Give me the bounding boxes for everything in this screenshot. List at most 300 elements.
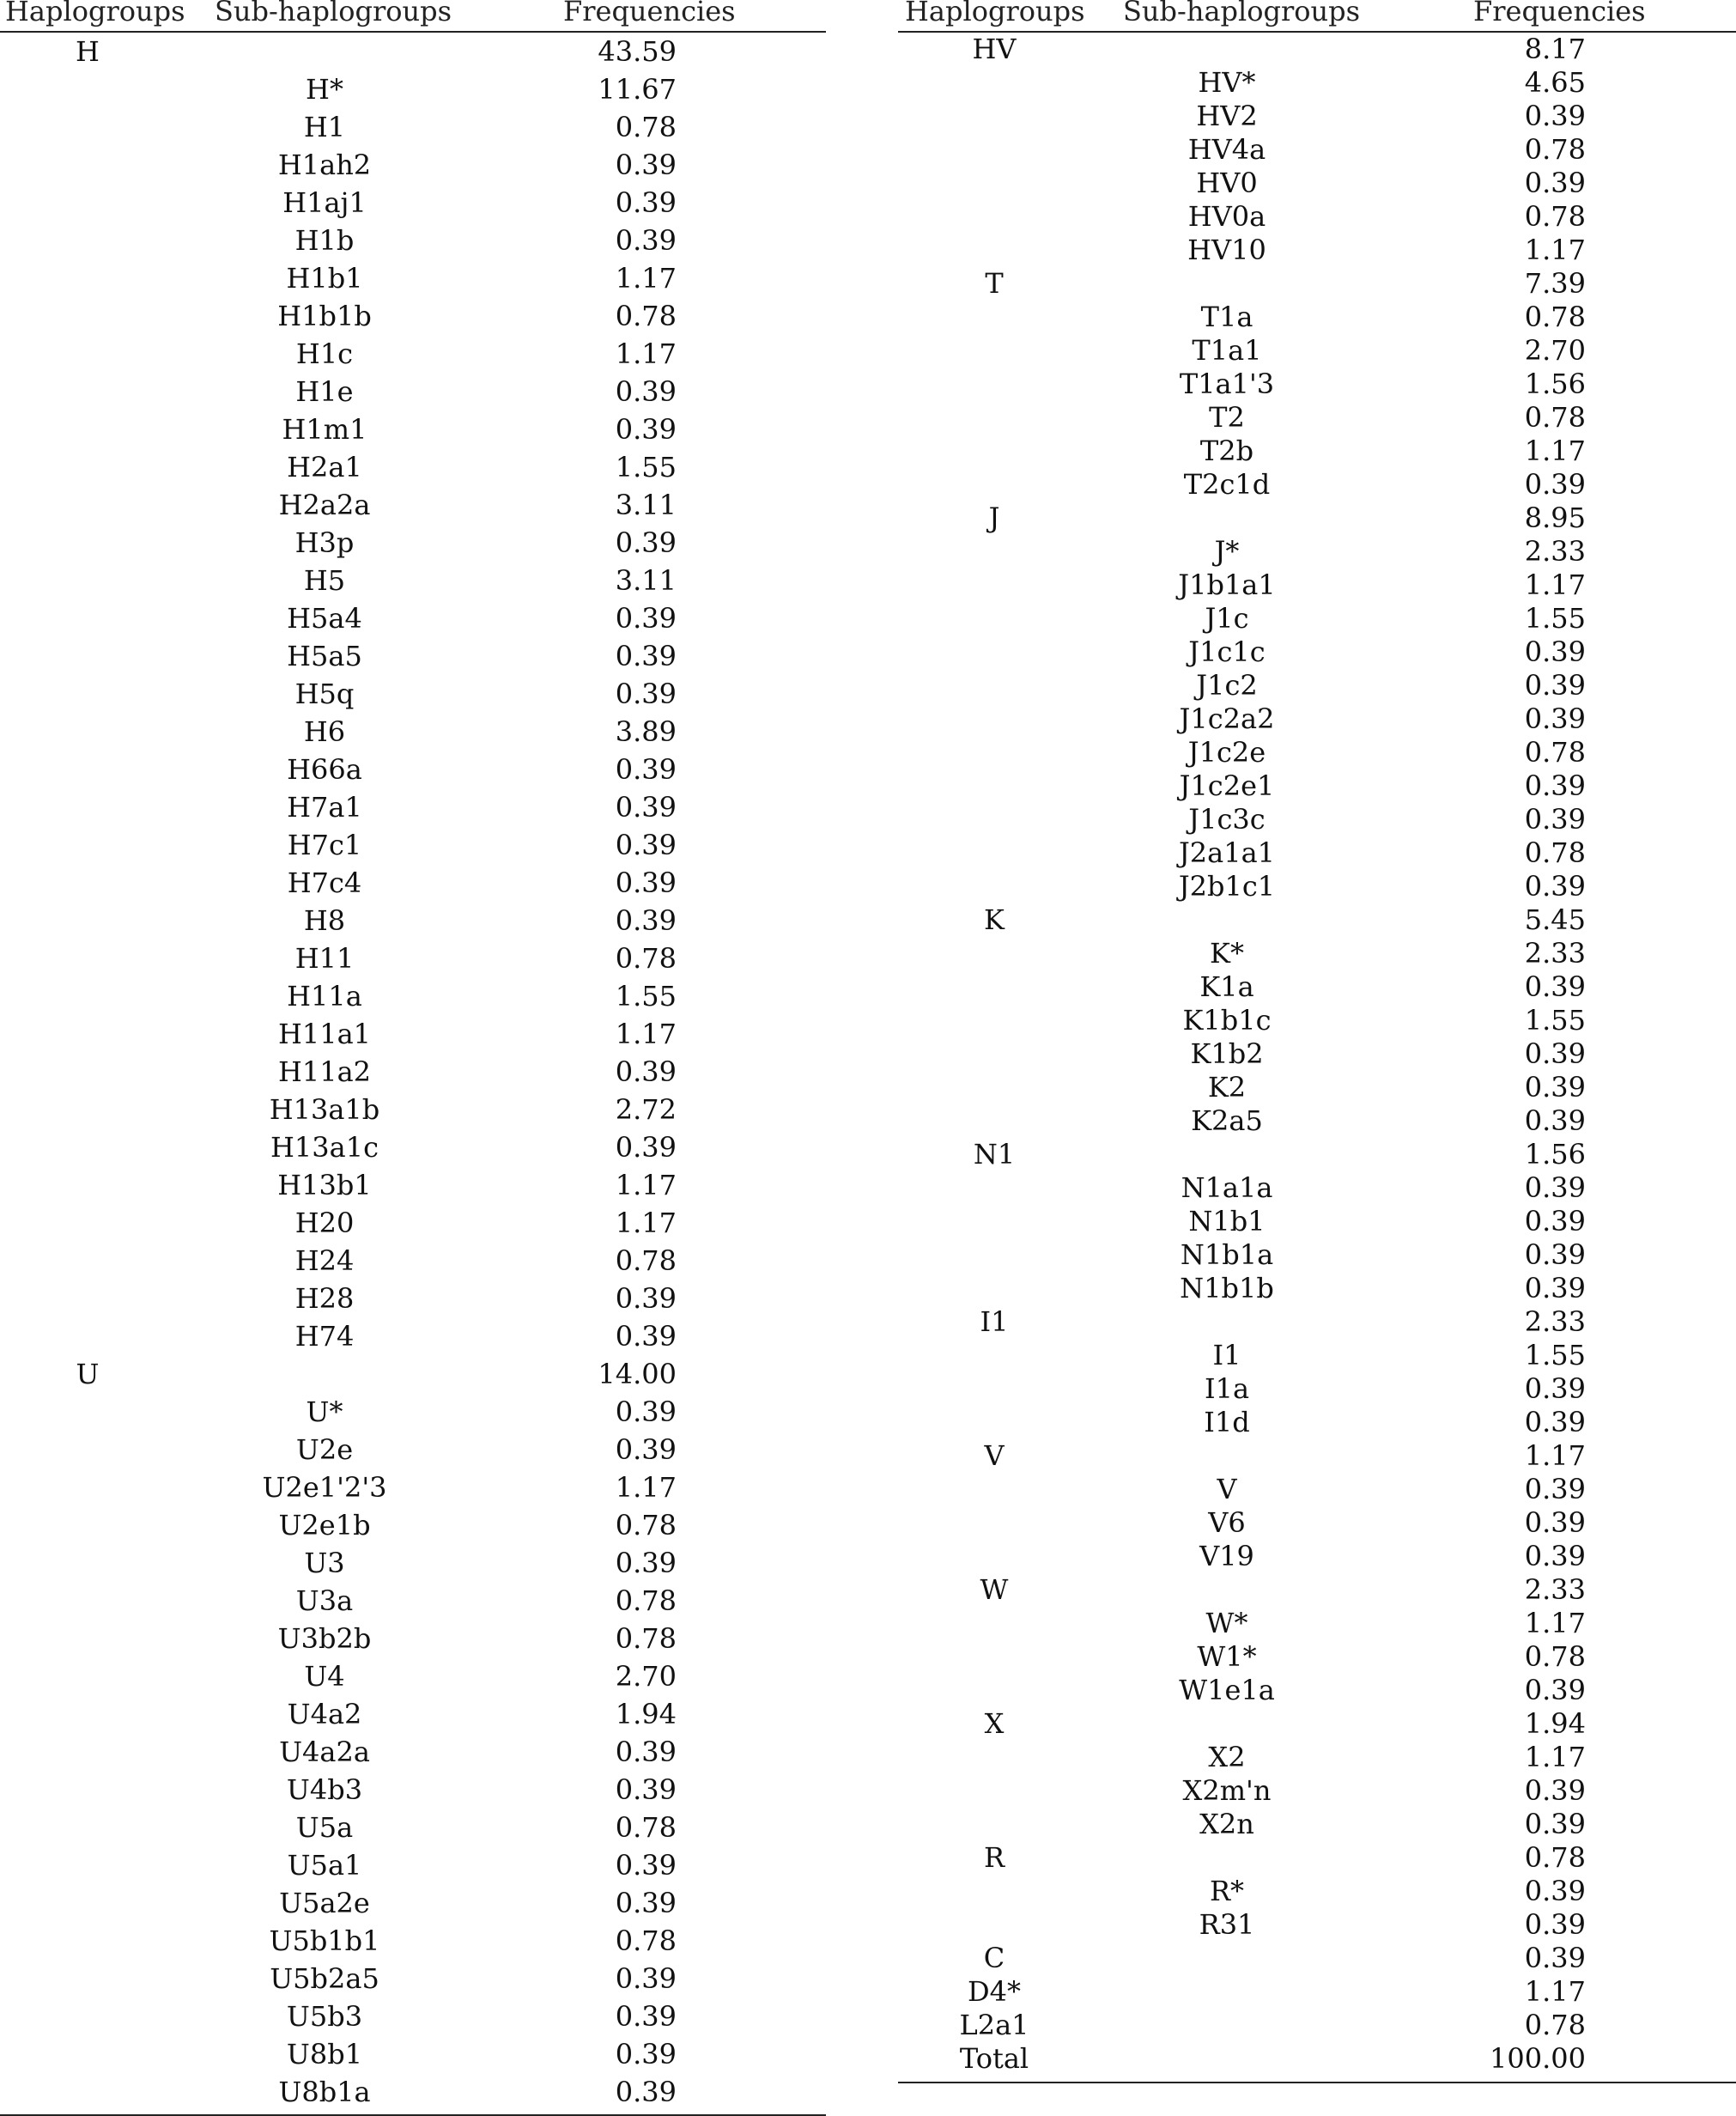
frequency-cell: 0.39 [615, 791, 677, 824]
sub-haplogroup-cell: H13b1 [277, 1169, 372, 1201]
sub-haplogroup-cell: U5b2a5 [270, 1962, 379, 1995]
table-row [0, 1242, 826, 1280]
sub-haplogroup-cell: K1b2 [1190, 1037, 1264, 1070]
sub-haplogroup-cell: X2n [1199, 1808, 1254, 1840]
frequency-cell: 0.78 [1524, 836, 1586, 869]
table-row [898, 1908, 1736, 1942]
frequency-cell: 1.17 [1524, 1975, 1586, 2008]
sub-haplogroup-cell: I1 [1212, 1339, 1241, 1371]
sub-haplogroup-cell: X2m'n [1182, 1774, 1272, 1807]
table-row [898, 669, 1736, 702]
table-row [898, 167, 1736, 200]
frequency-cell: 0.39 [615, 753, 677, 786]
frequency-cell: 0.39 [615, 149, 677, 181]
sub-haplogroup-cell: U4a2 [287, 1698, 362, 1730]
haplogroup-cell: W [980, 1573, 1009, 1606]
haplogroup-cell: U [76, 1358, 100, 1390]
frequency-cell: 43.59 [598, 35, 677, 68]
frequency-cell: 0.39 [1524, 769, 1586, 802]
sub-haplogroup-cell: H66a [287, 753, 362, 786]
frequency-cell: 0.78 [1524, 133, 1586, 166]
frequency-cell: 1.56 [1524, 1138, 1586, 1170]
sub-haplogroup-cell: K2 [1207, 1071, 1247, 1104]
table-row [0, 486, 826, 524]
frequency-cell: 0.39 [615, 1282, 677, 1315]
sub-haplogroup-cell: H1b [294, 224, 355, 257]
table-row [898, 1540, 1736, 1573]
frequency-cell: 0.39 [615, 1055, 677, 1088]
frequency-cell: 1.17 [615, 262, 677, 295]
sub-haplogroup-cell: H3p [294, 526, 355, 559]
frequency-cell: 1.55 [615, 451, 677, 483]
table-body [0, 33, 826, 2111]
sub-haplogroup-cell: R* [1209, 1875, 1245, 1907]
table-row [0, 562, 826, 599]
frequency-cell: 0.39 [615, 904, 677, 937]
table-row [898, 1741, 1736, 1774]
frequency-cell: 0.39 [615, 678, 677, 710]
sub-haplogroup-cell: H1 [303, 111, 346, 143]
frequency-cell: 0.78 [615, 1509, 677, 1541]
table-row [0, 524, 826, 562]
table-row [898, 33, 1736, 66]
sub-haplogroup-cell: J1c [1205, 602, 1249, 635]
frequency-cell: 0.78 [1524, 301, 1586, 333]
frequency-cell: 0.39 [615, 640, 677, 672]
frequency-cell: 0.39 [1524, 1205, 1586, 1237]
frequency-cell: 0.78 [1524, 200, 1586, 233]
frequency-cell: 4.65 [1524, 66, 1586, 99]
sub-haplogroup-cell: U2e1b [278, 1509, 371, 1541]
sub-haplogroup-cell: U3 [304, 1547, 345, 1579]
frequency-cell: 0.78 [615, 1584, 677, 1617]
table-row [0, 1544, 826, 1582]
frequency-cell: 0.39 [1524, 1037, 1586, 1070]
header-frequencies: Frequencies [1473, 0, 1646, 27]
sub-haplogroup-cell: R31 [1199, 1908, 1255, 1941]
table-row [898, 1674, 1736, 1707]
table-row [898, 535, 1736, 569]
table-row [0, 146, 826, 184]
frequency-cell: 0.39 [1524, 669, 1586, 702]
table-row [0, 2073, 826, 2111]
sub-haplogroup-cell: I1a [1204, 1372, 1250, 1405]
table-row [0, 826, 826, 864]
sub-haplogroup-cell: H1b1 [286, 262, 363, 295]
frequency-cell: 0.39 [1524, 1506, 1586, 1539]
haplogroup-cell: I1 [980, 1305, 1009, 1338]
sub-haplogroup-cell: N1b1 [1188, 1205, 1266, 1237]
frequency-cell: 0.39 [1524, 635, 1586, 668]
sub-haplogroup-cell: N1a1a [1181, 1171, 1273, 1204]
table-row [898, 903, 1736, 937]
table-row [898, 1305, 1736, 1339]
haplogroup-cell: C [983, 1942, 1005, 1974]
frequency-cell: 0.39 [1524, 1774, 1586, 1807]
table-row [0, 1922, 826, 1960]
frequency-cell: 0.39 [1524, 1372, 1586, 1405]
frequency-cell: 0.78 [615, 300, 677, 332]
table-row [898, 1339, 1736, 1372]
frequency-cell: 2.33 [1524, 937, 1586, 970]
sub-haplogroup-cell: U8b1a [278, 2076, 371, 2108]
sub-haplogroup-cell: U8b1 [286, 2038, 363, 2070]
frequency-cell: 0.39 [615, 224, 677, 257]
frequency-cell: 1.94 [1524, 1707, 1586, 1740]
sub-haplogroup-cell: U5b3 [286, 2000, 363, 2033]
sub-haplogroup-cell: J1c3c [1188, 803, 1266, 836]
sub-haplogroup-cell: J1c2 [1196, 669, 1258, 702]
table-row [0, 1431, 826, 1468]
frequency-cell: 0.39 [615, 526, 677, 559]
sub-haplogroup-cell: K2a5 [1191, 1104, 1263, 1137]
table-row [0, 788, 826, 826]
sub-haplogroup-cell: J1c2e1 [1179, 769, 1275, 802]
sub-haplogroup-cell: H2a2a [278, 489, 371, 521]
sub-haplogroup-cell: H5a4 [287, 602, 362, 635]
frequency-cell: 1.56 [1524, 368, 1586, 400]
table-row [0, 1355, 826, 1393]
frequency-cell: 2.70 [1524, 334, 1586, 367]
frequency-cell: 0.39 [1524, 468, 1586, 501]
table-row [898, 1372, 1736, 1406]
sub-haplogroup-cell: H* [306, 73, 343, 106]
frequency-cell: 0.39 [1524, 1272, 1586, 1304]
sub-haplogroup-cell: H13a1c [270, 1131, 379, 1164]
frequency-cell: 0.39 [615, 866, 677, 899]
table-row [0, 864, 826, 902]
table-row [898, 1506, 1736, 1540]
table-row [898, 1238, 1736, 1272]
table-row [0, 1204, 826, 1242]
table-row [898, 1573, 1736, 1607]
header-sub-haplogroups: Sub-haplogroups [1123, 0, 1361, 27]
frequency-cell: 14.00 [598, 1358, 677, 1390]
frequency-cell: 0.78 [1524, 736, 1586, 769]
table-row [898, 1774, 1736, 1808]
sub-haplogroup-cell: V [1217, 1473, 1237, 1505]
frequency-cell: 0.39 [1524, 1473, 1586, 1505]
table-row [898, 66, 1736, 100]
frequency-cell: 1.17 [1524, 1741, 1586, 1773]
table-row [898, 937, 1736, 970]
frequency-cell: 1.94 [615, 1698, 677, 1730]
frequency-cell: 0.39 [1524, 870, 1586, 903]
sub-haplogroup-cell: HV* [1198, 66, 1256, 99]
frequency-cell: 0.39 [1524, 100, 1586, 132]
table-row [898, 1104, 1736, 1138]
sub-haplogroup-cell: H1aj1 [282, 186, 367, 219]
table-row [898, 435, 1736, 468]
sub-haplogroup-cell: U5a1 [287, 1849, 362, 1882]
header-sub-haplogroups: Sub-haplogroups [215, 0, 452, 27]
frequency-cell: 0.39 [1524, 1104, 1586, 1137]
sub-haplogroup-cell: I1d [1204, 1406, 1250, 1438]
haplogroup-cell: HV [972, 33, 1017, 65]
frequency-cell: 2.33 [1524, 535, 1586, 568]
table-row [0, 1468, 826, 1506]
sub-haplogroup-cell: T2 [1209, 401, 1245, 434]
frequency-cell: 0.39 [615, 1962, 677, 1995]
table-row [898, 401, 1736, 435]
frequency-cell: 0.78 [615, 1811, 677, 1844]
frequency-cell: 2.33 [1524, 1573, 1586, 1606]
table-row [898, 301, 1736, 334]
frequency-cell: 1.17 [1524, 1439, 1586, 1472]
table-row [0, 1506, 826, 1544]
sub-haplogroup-cell: U2e [295, 1433, 354, 1466]
sub-haplogroup-cell: W* [1205, 1607, 1248, 1639]
frequency-cell: 0.39 [1524, 803, 1586, 836]
table-row [898, 1707, 1736, 1741]
frequency-cell: 1.17 [615, 1471, 677, 1504]
table-row [0, 1657, 826, 1695]
frequency-cell: 100.00 [1490, 2042, 1586, 2075]
table-row [0, 1393, 826, 1431]
frequency-cell: 0.39 [1524, 1238, 1586, 1271]
sub-haplogroup-cell: H5a5 [287, 640, 362, 672]
frequency-cell: 0.39 [1524, 1406, 1586, 1438]
table-row [0, 1733, 826, 1771]
table-row [0, 637, 826, 675]
sub-haplogroup-cell: HV10 [1187, 234, 1266, 266]
table-row [0, 448, 826, 486]
frequency-cell: 0.39 [615, 375, 677, 408]
table-row [0, 1771, 826, 1809]
frequency-cell: 0.39 [1524, 1808, 1586, 1840]
frequency-cell: 0.39 [615, 1547, 677, 1579]
table-row [0, 297, 826, 335]
sub-haplogroup-cell: H8 [303, 904, 346, 937]
frequency-cell: 3.89 [615, 715, 677, 748]
frequency-cell: 1.17 [1524, 435, 1586, 467]
header-haplogroups: Haplogroups [5, 0, 185, 27]
table-row [898, 1171, 1736, 1205]
frequency-cell: 1.55 [1524, 1339, 1586, 1371]
sub-haplogroup-cell: HV2 [1196, 100, 1258, 132]
table-row [898, 569, 1736, 602]
frequency-cell: 0.39 [615, 1887, 677, 1919]
sub-haplogroup-cell: K* [1210, 937, 1244, 970]
table-row [898, 1439, 1736, 1473]
sub-haplogroup-cell: H2a1 [287, 451, 362, 483]
sub-haplogroup-cell: H11a [287, 980, 362, 1012]
table-row [898, 1942, 1736, 1975]
frequency-cell: 2.33 [1524, 1305, 1586, 1338]
table-row [898, 1037, 1736, 1071]
table-row [898, 1607, 1736, 1640]
table-row [0, 1128, 826, 1166]
frequency-cell: 0.39 [615, 1395, 677, 1428]
sub-haplogroup-cell: J1b1a1 [1178, 569, 1276, 601]
sub-haplogroup-cell: H1e [295, 375, 354, 408]
frequency-cell: 0.78 [615, 1622, 677, 1655]
table-row [898, 2009, 1736, 2042]
table-row [0, 1166, 826, 1204]
frequency-cell: 1.17 [1524, 234, 1586, 266]
frequency-cell: 2.72 [615, 1093, 677, 1126]
sub-haplogroup-cell: H5q [294, 678, 355, 710]
frequency-cell: 0.39 [615, 1433, 677, 1466]
frequency-cell: 0.78 [1524, 401, 1586, 434]
table-row [0, 675, 826, 713]
frequency-cell: 0.39 [615, 1320, 677, 1353]
sub-haplogroup-cell: J1c1c [1188, 635, 1266, 668]
sub-haplogroup-cell: K1b1c [1182, 1004, 1272, 1037]
table-row [0, 713, 826, 751]
sub-haplogroup-cell: H1ah2 [277, 149, 372, 181]
sub-haplogroup-cell: H24 [294, 1244, 355, 1277]
frequency-cell: 0.39 [1524, 1674, 1586, 1706]
frequency-cell: 0.78 [615, 111, 677, 143]
bottom-rule [898, 2082, 1736, 2083]
sub-haplogroup-cell: U3a [295, 1584, 354, 1617]
frequency-cell: 0.39 [615, 1849, 677, 1882]
table-row [0, 1884, 826, 1922]
header-frequencies: Frequencies [563, 0, 736, 27]
table-row [0, 1960, 826, 1997]
table-row [0, 1053, 826, 1091]
frequency-cell: 0.39 [1524, 1540, 1586, 1572]
table-row [898, 836, 1736, 870]
table-row [0, 751, 826, 788]
table-row [0, 1620, 826, 1657]
frequency-cell: 0.39 [615, 2076, 677, 2108]
table-row [898, 1205, 1736, 1238]
frequency-cell: 1.17 [1524, 1607, 1586, 1639]
table-row [898, 1071, 1736, 1104]
table-row [898, 1138, 1736, 1171]
table-row [0, 222, 826, 259]
haplogroup-cell: N1 [973, 1138, 1016, 1170]
sub-haplogroup-cell: T1a [1200, 301, 1253, 333]
sub-haplogroup-cell: J1c2a2 [1179, 702, 1275, 735]
header-haplogroups: Haplogroups [905, 0, 1085, 27]
frequency-cell: 0.39 [1524, 702, 1586, 735]
frequency-cell: 1.17 [615, 1018, 677, 1050]
frequency-cell: 11.67 [598, 73, 677, 106]
sub-haplogroup-cell: U4a2a [279, 1736, 370, 1768]
sub-haplogroup-cell: J* [1214, 535, 1240, 568]
haplogroup-cell: Total [959, 2042, 1029, 2075]
sub-haplogroup-cell: J1c2e [1187, 736, 1266, 769]
frequency-cell: 0.39 [615, 1736, 677, 1768]
frequency-cell: 1.17 [615, 337, 677, 370]
table-row [0, 1846, 826, 1884]
table-header [898, 0, 1736, 33]
sub-haplogroup-cell: H5 [303, 564, 346, 597]
sub-haplogroup-cell: T2c1d [1183, 468, 1271, 501]
sub-haplogroup-cell: T1a1 [1192, 334, 1262, 367]
sub-haplogroup-cell: H7c1 [287, 829, 362, 861]
haplogroup-cell: X [984, 1707, 1005, 1740]
table-row [898, 200, 1736, 234]
frequency-cell: 0.78 [615, 1924, 677, 1957]
sub-haplogroup-cell: U2e1'2'3 [262, 1471, 387, 1504]
sub-haplogroup-cell: U3b2b [277, 1622, 372, 1655]
table-row [0, 939, 826, 977]
haplogroup-cell: H [76, 35, 100, 68]
sub-haplogroup-cell: W1* [1197, 1640, 1257, 1673]
table-row [898, 100, 1736, 133]
table-row [0, 373, 826, 410]
table-row [898, 1406, 1736, 1439]
sub-haplogroup-cell: H13a1b [269, 1093, 380, 1126]
table-row [0, 259, 826, 297]
table-row [0, 902, 826, 939]
sub-haplogroup-cell: T1a1'3 [1179, 368, 1275, 400]
frequency-cell: 0.39 [615, 2000, 677, 2033]
sub-haplogroup-cell: U* [306, 1395, 343, 1428]
sub-haplogroup-cell: H1m1 [282, 413, 367, 446]
frequency-cell: 0.39 [615, 1131, 677, 1164]
table-row [898, 736, 1736, 769]
frequency-cell: 0.39 [615, 2038, 677, 2070]
table-header [0, 0, 826, 33]
table-row [898, 1004, 1736, 1037]
sub-haplogroup-cell: H28 [294, 1282, 355, 1315]
haplogroup-cell: T [985, 267, 1004, 300]
table-row [898, 1841, 1736, 1875]
sub-haplogroup-cell: H74 [294, 1320, 355, 1353]
frequency-cell: 5.45 [1524, 903, 1586, 936]
table-row [898, 267, 1736, 301]
table-row [898, 234, 1736, 267]
sub-haplogroup-cell: H7a1 [287, 791, 362, 824]
table-row [0, 70, 826, 108]
table-row [898, 602, 1736, 635]
table-row [898, 1875, 1736, 1908]
table-row [0, 1091, 826, 1128]
table-row [0, 977, 826, 1015]
frequency-cell: 0.78 [1524, 1640, 1586, 1673]
frequency-cell: 3.11 [615, 564, 677, 597]
haplogroup-cell: V [984, 1439, 1005, 1472]
frequency-cell: 0.78 [615, 942, 677, 975]
table-row [0, 1997, 826, 2035]
sub-haplogroup-cell: U4b3 [286, 1773, 363, 1806]
table-row [0, 1317, 826, 1355]
frequency-cell: 0.78 [1524, 1841, 1586, 1874]
sub-haplogroup-cell: T2b [1199, 435, 1254, 467]
frequency-cell: 0.39 [1524, 1071, 1586, 1104]
table-row [898, 1808, 1736, 1841]
table-row [898, 2042, 1736, 2076]
haplogroup-cell: J [988, 502, 1000, 534]
frequency-cell: 2.70 [615, 1660, 677, 1693]
frequency-cell: 0.39 [1524, 167, 1586, 199]
table-row [898, 334, 1736, 368]
table-row [898, 368, 1736, 401]
sub-haplogroup-cell: N1b1a [1180, 1238, 1274, 1271]
sub-haplogroup-cell: H1c [295, 337, 354, 370]
table-row [0, 1582, 826, 1620]
frequency-cell: 0.39 [1524, 970, 1586, 1003]
frequency-cell: 7.39 [1524, 267, 1586, 300]
table-row [0, 1809, 826, 1846]
table-row [0, 1280, 826, 1317]
sub-haplogroup-cell: HV4a [1187, 133, 1266, 166]
table-row [0, 184, 826, 222]
table-row [898, 502, 1736, 535]
sub-haplogroup-cell: X2 [1208, 1741, 1246, 1773]
table-row [898, 133, 1736, 167]
sub-haplogroup-cell: K1a [1199, 970, 1254, 1003]
sub-haplogroup-cell: U4 [304, 1660, 345, 1693]
table-row [0, 2035, 826, 2073]
sub-haplogroup-cell: J2b1c1 [1178, 870, 1276, 903]
table-row [898, 468, 1736, 502]
